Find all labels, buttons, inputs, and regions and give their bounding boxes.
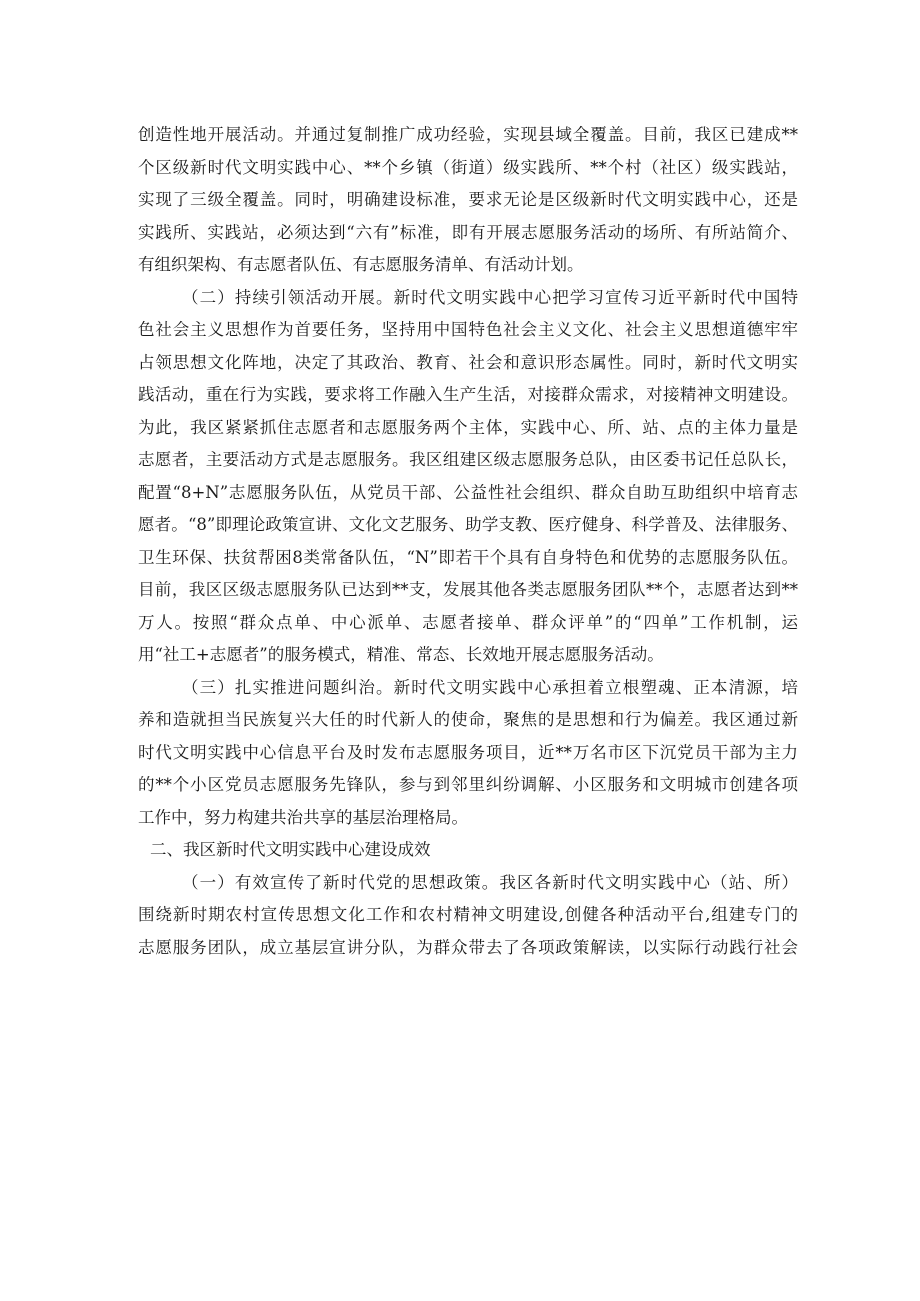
- text-line: 践活动，重在行为实践，要求将工作融入生产生活，对接群众需求，对接精神文明建设。: [138, 385, 798, 404]
- text-line: 围绕新时期农村宣传思想文化工作和农村精神文明建设,创健各种活动平台,组建专门的: [138, 905, 798, 924]
- text-line: 养和造就担当民族复兴大任的时代新人的使命，聚焦的是思想和行为偏差。我区通过新: [138, 710, 798, 729]
- document-body: [138, 119, 798, 964]
- text-line: 万人。按照“群众点单、中心派单、志愿者接单、群众评单”的“四单”工作机制，运: [138, 612, 798, 632]
- text-line: 有组织架构、有志愿者队伍、有志愿服务清单、有活动计划。: [138, 255, 584, 274]
- text-line: 用“社工+志愿者”的服务模式，精准、常态、长效地开展志愿服务活动。: [138, 645, 664, 664]
- text-line: 时代文明实践中心信息平台及时发布志愿服务项目，近**万名市区下沉党员干部为主力: [138, 742, 798, 762]
- text-line: 志愿者，主要活动方式是志愿服务。我区组建区级志愿服务总队，由区委书记任总队长，: [138, 450, 798, 469]
- text-line: 工作中，努力构建共治共享的基层治理格局。: [138, 807, 468, 827]
- text-line: 卫生环保、扶贫帮困8类常备队伍，“N”即若干个具有自身特色和优势的志愿服务队伍。: [138, 547, 798, 567]
- text-line: 个区级新时代文明实践中心、**个乡镇（街道）级实践所、**个村（社区）级实践站，: [138, 157, 798, 177]
- text-line: 实现了三级全覆盖。同时，明确建设标准，要求无论是区级新时代文明实践中心，还是: [138, 190, 798, 209]
- section-heading: 二、我区新时代文明实践中心建设成效: [150, 840, 431, 859]
- text-line: 志愿服务团队，成立基层宣讲分队，为群众带去了各项政策解读，以实际行动践行社会: [138, 937, 798, 957]
- paragraph-start-line: （二）持续引领活动开展。新时代文明实践中心把学习宣传习近平新时代中国特: [182, 287, 798, 307]
- text-line: 创造性地开展活动。并通过复制推广成功经验，实现县域全覆盖。目前，我区已建成**: [138, 125, 798, 144]
- text-line: 为此，我区紧紧抓住志愿者和志愿服务两个主体，实践中心、所、站、点的主体力量是: [138, 417, 798, 437]
- text-line: 占领思想文化阵地，决定了其政治、教育、社会和意识形态属性。同时，新时代文明实: [138, 352, 798, 372]
- paragraph-start-line: （一）有效宣传了新时代党的思想政策。我区各新时代文明实践中心（站、所）: [182, 872, 798, 892]
- text-line: 实践所、实践站，必须达到“六有”标准，即有开展志愿服务活动的场所、有所站简介、: [138, 222, 798, 242]
- paragraph-start-line: （三）扎实推进问题纠治。新时代文明实践中心承担着立根塑魂、正本清源，培: [182, 677, 798, 697]
- text-line: 色社会主义思想作为首要任务，坚持用中国特色社会主义文化、社会主义思想道德牢牢: [138, 320, 798, 339]
- text-line: 的**个小区党员志愿服务先锋队，参与到邻里纠纷调解、小区服务和文明城市创建各项: [138, 775, 798, 794]
- text-line: 配置“8+N”志愿服务队伍，从党员干部、公益性社会组织、群众自助互助组织中培育志: [138, 482, 798, 502]
- text-line: 愿者。“8”即理论政策宣讲、文化文艺服务、助学支教、医疗健身、科学普及、法律服务、: [138, 515, 798, 534]
- text-line: 目前，我区区级志愿服务队已达到**支，发展其他各类志愿服务团队**个，志愿者达到**: [138, 580, 798, 599]
